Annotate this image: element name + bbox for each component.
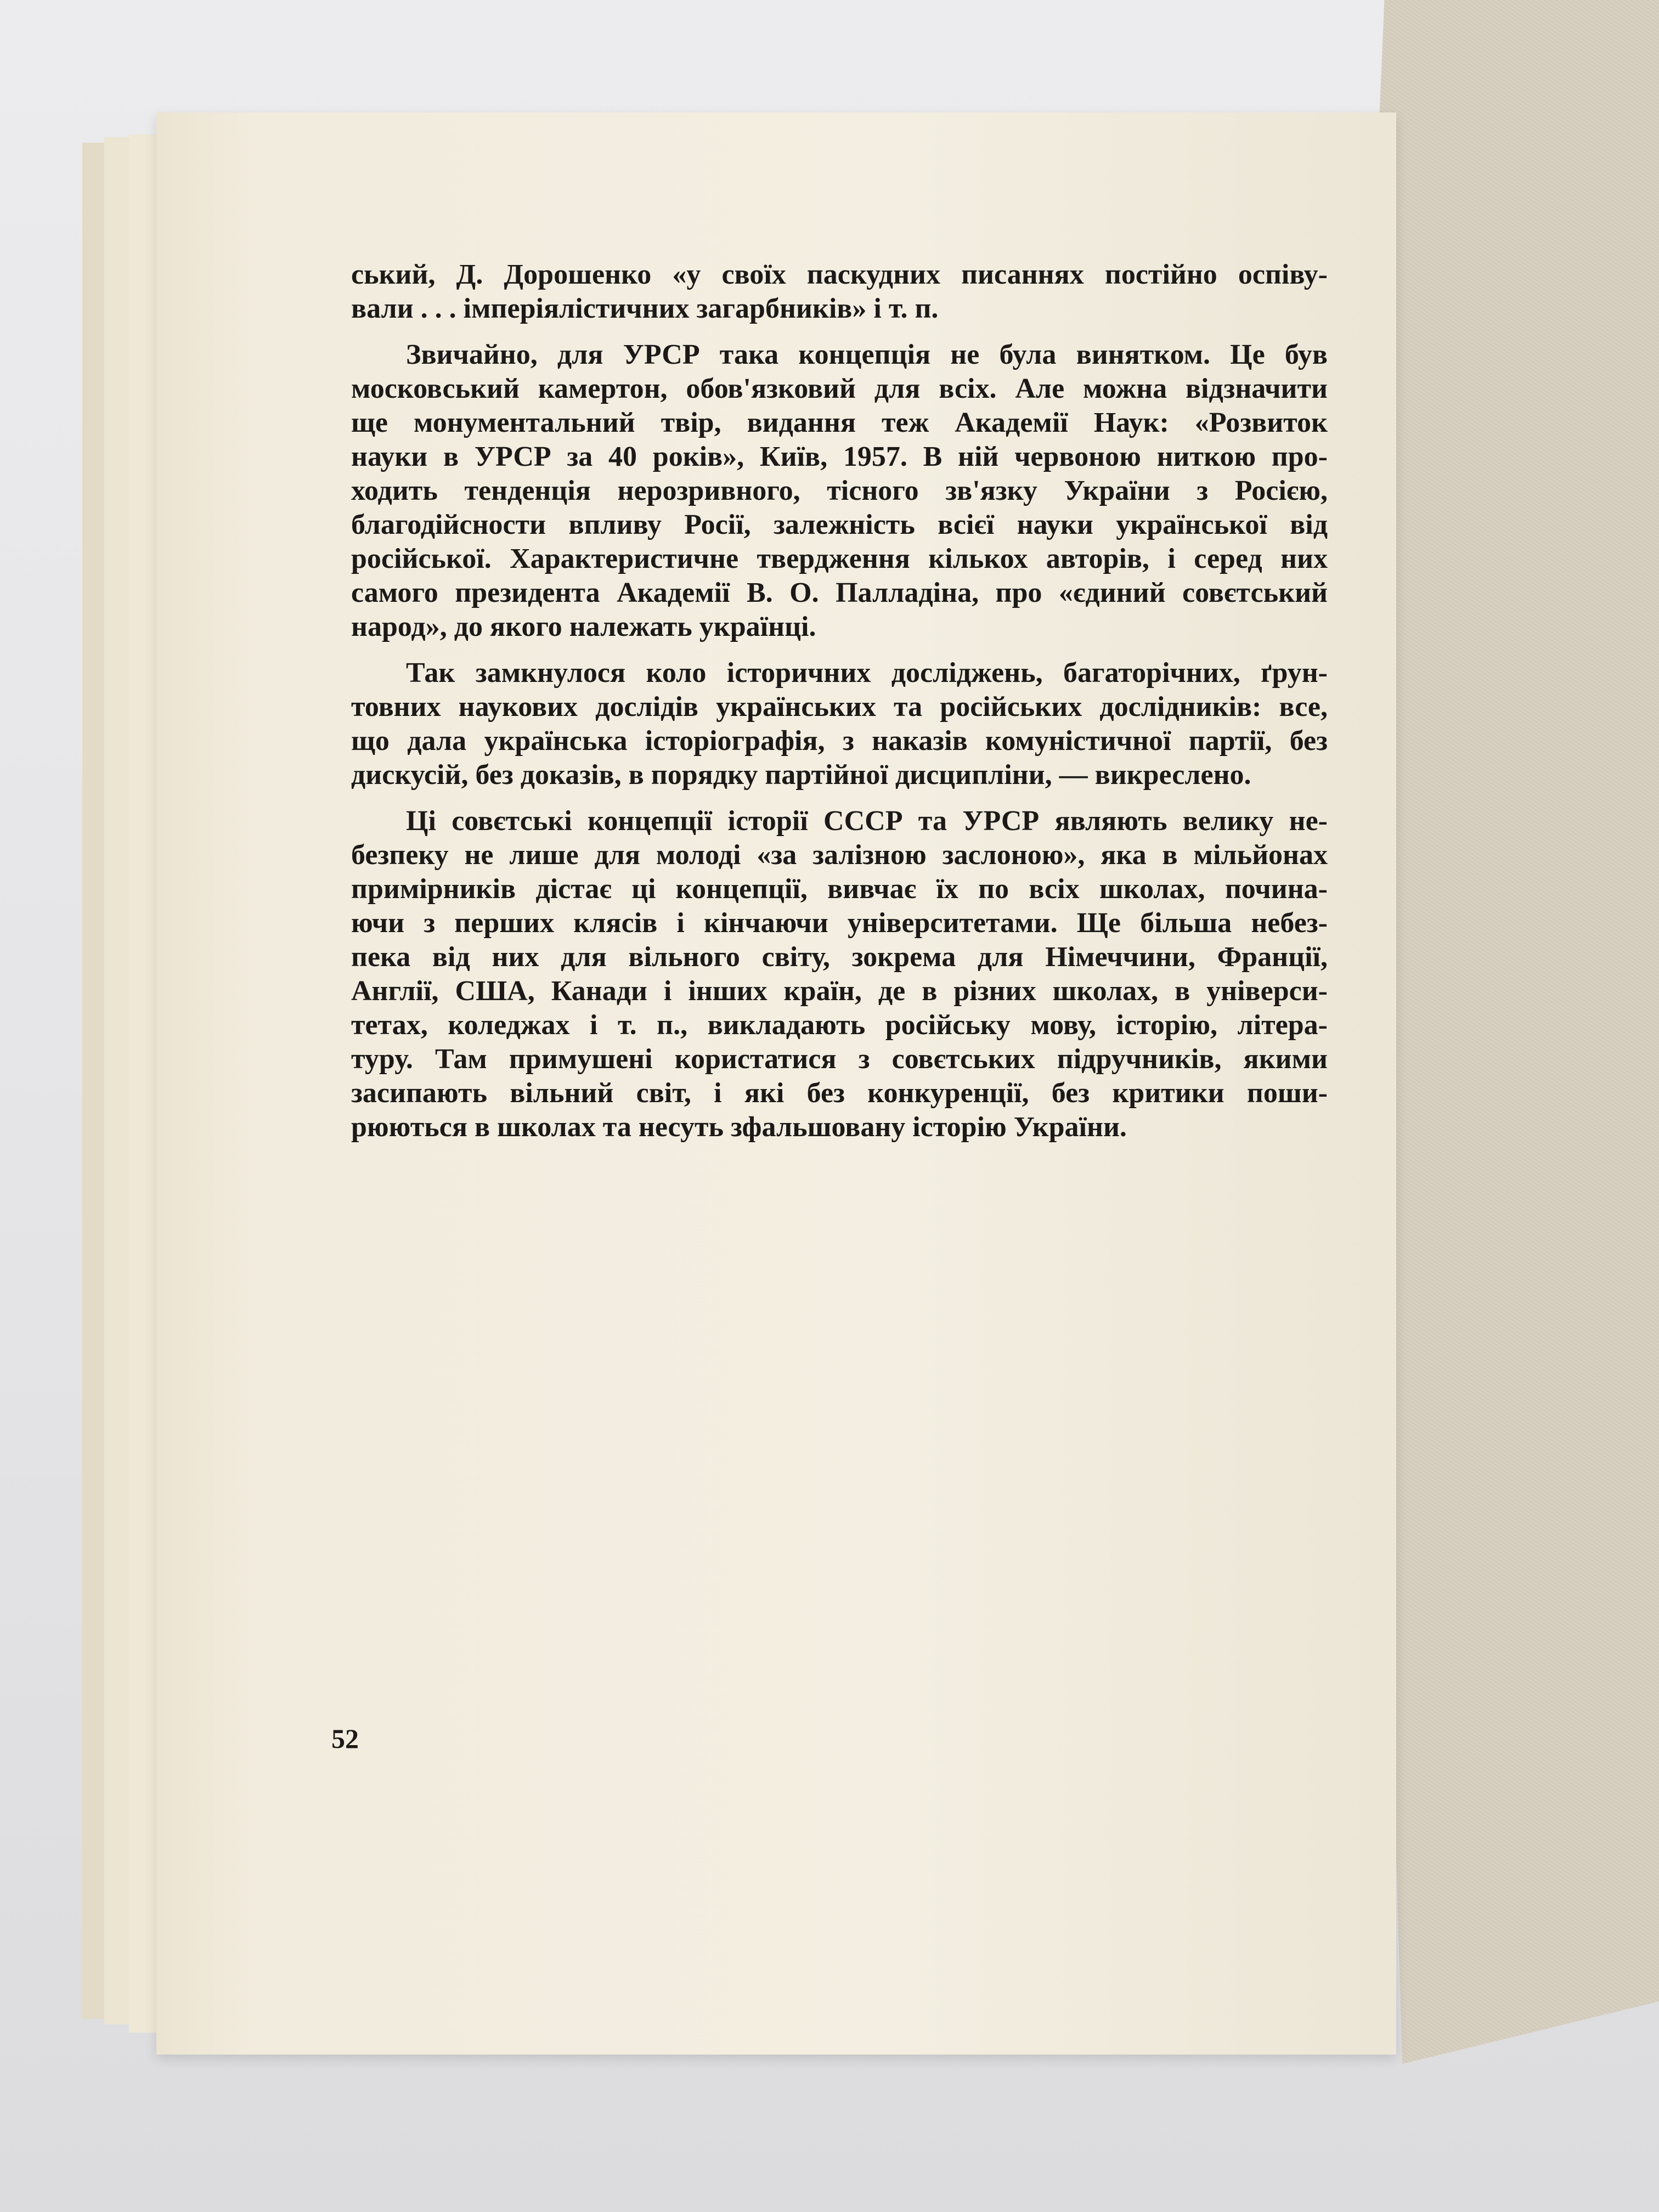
text-line: Так замкнулося коло історичних досліджень, багаторічних, ґрун- bbox=[406, 657, 1328, 689]
text-line: ще монументальний твір, видання теж Академії Наук: «Розвиток bbox=[351, 407, 1328, 438]
text-line: народ», до якого належать українці. bbox=[351, 611, 816, 642]
text-line: Звичайно, для УРСР така концепція не була винятком. Це був bbox=[406, 339, 1328, 370]
text-line: московський камертон, обов'язковий для всіх. Але можна відзначити bbox=[351, 373, 1328, 404]
text-line: вали . . . імперіялістичних загарбників» і т. п. bbox=[351, 293, 939, 324]
text-line: науки в УРСР за 40 років», Київ, 1957. В ній червоною ниткою про- bbox=[351, 441, 1328, 472]
paragraph bbox=[351, 804, 1328, 1144]
text-line: рюються в школах та несуть зфальшовану історію України. bbox=[351, 1111, 1127, 1143]
text-line: Ці совєтські концепції історії СССР та УРСР являють велику не- bbox=[406, 805, 1328, 837]
paragraph bbox=[351, 338, 1328, 644]
page-number: 52 bbox=[331, 1723, 359, 1754]
text-line: ходить тенденція нерозривного, тісного зв'язку України з Росією, bbox=[351, 475, 1328, 506]
text-line: російської. Характеристичне твердження кількох авторів, і серед них bbox=[351, 543, 1328, 574]
text-line: товних наукових дослідів українських та російських дослідників: все, bbox=[351, 691, 1328, 723]
text-line: примірників дістає ці концепції, вивчає їх по всіх школах, почина- bbox=[351, 873, 1328, 905]
body-text bbox=[351, 258, 1328, 1156]
text-line: засипають вільний світ, і які без конкуренції, без критики поши- bbox=[351, 1077, 1328, 1109]
paragraph bbox=[351, 258, 1328, 326]
text-line: що дала українська історіографія, з наказів комуністичної партії, без bbox=[351, 725, 1328, 757]
text-line: самого президента Академії В. О. Палладіна, про «єдиний совєтський bbox=[351, 577, 1328, 608]
text-line: тетах, коледжах і т. п., викладають російську мову, історію, літера- bbox=[351, 1009, 1328, 1041]
text-line: ський, Д. Дорошенко «у своїх паскудних писаннях постійно оспіву- bbox=[351, 259, 1328, 290]
text-line: Англії, США, Канади і інших країн, де в різних школах, в універси- bbox=[351, 975, 1328, 1007]
text-line: дискусій, без доказів, в порядку партійної дисципліни, — викреслено. bbox=[351, 759, 1251, 791]
facing-page bbox=[1361, 0, 1659, 2085]
text-line: ючи з перших клясів і кінчаючи університетами. Ще більша небез- bbox=[351, 907, 1328, 939]
paragraph bbox=[351, 656, 1328, 792]
text-line: безпеку не лише для молоді «за залізною заслоною», яка в мільйонах bbox=[351, 839, 1328, 871]
text-line: туру. Там примушені користатися з совєтських підручників, якими bbox=[351, 1043, 1328, 1075]
text-line: благодійсности впливу Росії, залежність всієї науки української від bbox=[351, 509, 1328, 540]
text-line: пека від них для вільного світу, зокрема для Німеччини, Франції, bbox=[351, 941, 1328, 973]
